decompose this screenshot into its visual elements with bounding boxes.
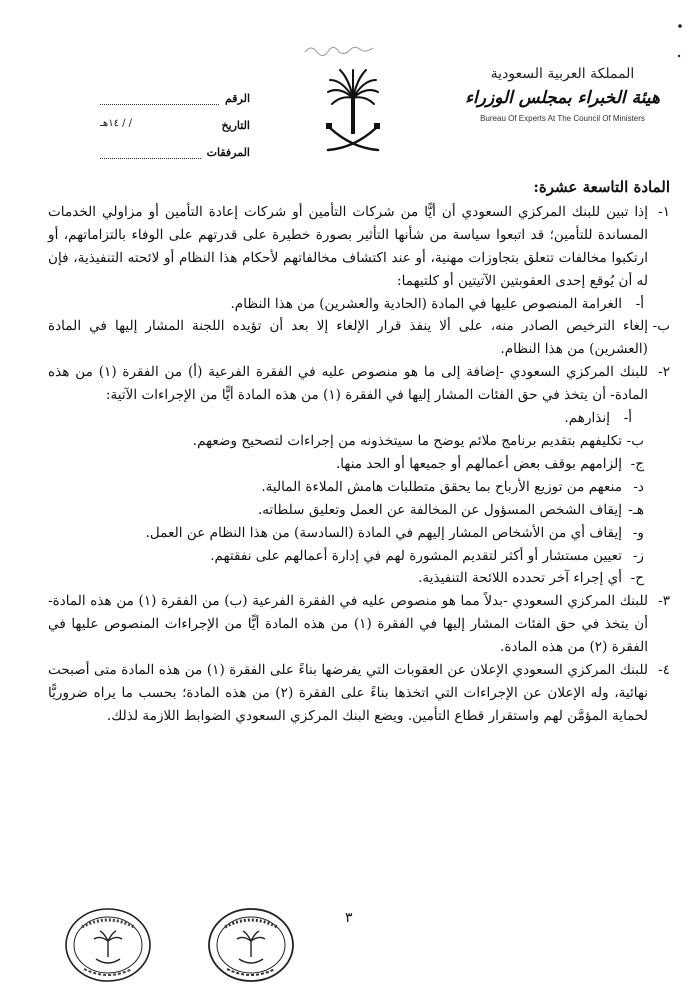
subitem-2c: [48, 453, 670, 476]
subitem-text: إلزامهم بوقف بعض أعمالهم أو جميعها أو الحد منها.: [335, 455, 622, 472]
subitem-letter: ج-: [630, 455, 644, 472]
subitem-text: إلغاء الترخيص الصادر منه، على ألا ينفذ قرار الإلغاء إلا بعد أن تؤيده اللجنة المشار إليها في المادة (العشرين) من هذا النظام.: [48, 318, 648, 358]
paragraph-text: للبنك المركزي السعودي -إضافة إلى ما هو منصوص عليه في الفقرة الفرعية (أ) من الفقرة (١) من هذه المادة- أن يتخذ في حق الفئات المشار إليها في الفقرة (١) من هذه المادة أيًّا من الإجراءات الآتية:: [48, 364, 648, 404]
subitem-2f: [48, 522, 670, 545]
subitem-2d: [48, 476, 670, 499]
official-stamp-icon: [205, 905, 297, 985]
org-name-english: Bureau Of Experts At The Council Of Ministers: [480, 114, 645, 123]
subitem-letter: أ-: [635, 295, 644, 312]
subitem-1b: [48, 315, 670, 361]
subitem-text: تكليفهم بتقديم برنامج ملائم يوضح ما سيتخذونه من إجراءات لتصحيح وضعهم.: [192, 432, 622, 449]
subitem-letter: و-: [632, 524, 644, 541]
subitem-text: تعيين مستشار أو أكثر لتقديم المشورة لهم في إدارة أعمالهم على نفقتهم.: [210, 547, 622, 564]
article-body: [48, 176, 670, 728]
reference-row: [100, 78, 250, 105]
date-value: / / ١٤هـ: [100, 118, 133, 129]
org-name-line-1: المملكة العربية السعودية: [490, 66, 635, 82]
subitem-text: منعهم من توزيع الأرباح بما يحقق متطلبات هامش الملاءة المالية.: [261, 478, 622, 495]
saudi-emblem-icon: [322, 68, 384, 158]
subitem-text: أي إجراء آخر تحدده اللائحة التنفيذية.: [418, 570, 622, 587]
subitem-letter: ح-: [630, 570, 644, 587]
date-label: التاريخ: [221, 119, 250, 132]
subitem-text: إيقاف أي من الأشخاص المشار إليهم في المادة (السادسة) من هذا النظام عن العمل.: [145, 524, 622, 541]
reference-value: [100, 90, 219, 105]
paragraph-2: [48, 361, 670, 407]
paragraph-number: ١-: [658, 203, 670, 220]
org-name-line-2: هيئة الخبراء بمجلس الوزراء: [465, 88, 660, 108]
subitem-letter: ب-: [652, 318, 670, 335]
page-number: ٣: [345, 910, 353, 926]
paragraph-3: [48, 590, 670, 659]
paragraph-number: ٤-: [658, 662, 670, 679]
subitem-2e: [48, 499, 670, 522]
edge-mark: [676, 22, 684, 62]
subitem-letter: ب-: [626, 432, 644, 449]
attachments-row: [100, 132, 250, 159]
organization-block: [455, 66, 670, 123]
subitem-2b: [48, 430, 670, 453]
paragraph-text: للبنك المركزي السعودي الإعلان عن العقوبات التي يفرضها بناءً على الفقرة (١) من هذه المادة متى أصبحت نهائية، وله الإعلان عن الإجراءات التي اتخذها بناءً على الفقرة (٢) من هذه المادة؛ بحسب ما يراه ضروريًّا لحماية المؤمَّن لهم واستقرار قطاع التأمين. ويضع البنك المركزي السعودي الضوابط اللازمة لذلك.: [48, 662, 649, 724]
attachments-value: [100, 144, 201, 159]
paragraph-text: إذا تبين للبنك المركزي السعودي أن أيًّا من شركات التأمين أو شركات إعادة التأمين أو مزاولي الخدمات المساندة للتأمين؛ قد اتبعوا سياسة من شأنها التأثير بصورة خطيرة على قدرتهم على الوفاء بالتزاماتهم، أو ارتكبوا مخالفات تتعلق بتجاوزات مهنية، أو عند اكتشاف مخالفاتهم لأحكام هذا النظام أو لائحته التنفيذية، فإن له أن يُوقع إحدى العقوبتين الآتيتين أو كلتيهما:: [48, 203, 648, 289]
attachments-label: المرفقات: [206, 146, 250, 159]
paragraph-number: ٣-: [658, 593, 670, 610]
paragraph-number: ٢-: [658, 364, 670, 381]
reference-block: [100, 78, 250, 159]
subitem-text: إيقاف الشخص المسؤول عن المخالفة عن العمل وتعليق سلطاته.: [257, 501, 622, 518]
paragraph-text: للبنك المركزي السعودي -بدلاً مما هو منصوص عليه في الفقرة الفرعية (ب) من الفقرة (١) من هذه المادة- أن يتخذ في حق الفئات المشار إليها في الفقرة (١) من هذه المادة أيًّا من الإجراءات المنصوص عليها في الفقرة (٢) من هذه المادة.: [48, 593, 648, 656]
subitem-letter: هـ-: [628, 501, 644, 518]
subitem-text: الغرامة المنصوص عليها في المادة (الحادية والعشرين) من هذا النظام.: [230, 295, 622, 312]
date-row: [100, 105, 250, 132]
subitem-text: إنذارهم.: [564, 410, 610, 427]
subitem-2g: [48, 545, 670, 568]
article-title: المادة التاسعة عشرة:: [533, 178, 670, 196]
official-stamp-icon: [62, 905, 154, 985]
subitem-2h: [48, 567, 670, 590]
reference-label: الرقم: [224, 92, 250, 105]
paragraph-1: [48, 201, 670, 293]
paragraph-4: [48, 659, 670, 728]
subitem-letter: ز-: [632, 547, 644, 564]
handwritten-mark: [300, 40, 380, 58]
subitem-letter: د-: [633, 478, 644, 495]
subitem-letter: أ-: [623, 410, 632, 427]
subitem-2a: [48, 407, 670, 430]
subitem-1a: [48, 293, 670, 316]
